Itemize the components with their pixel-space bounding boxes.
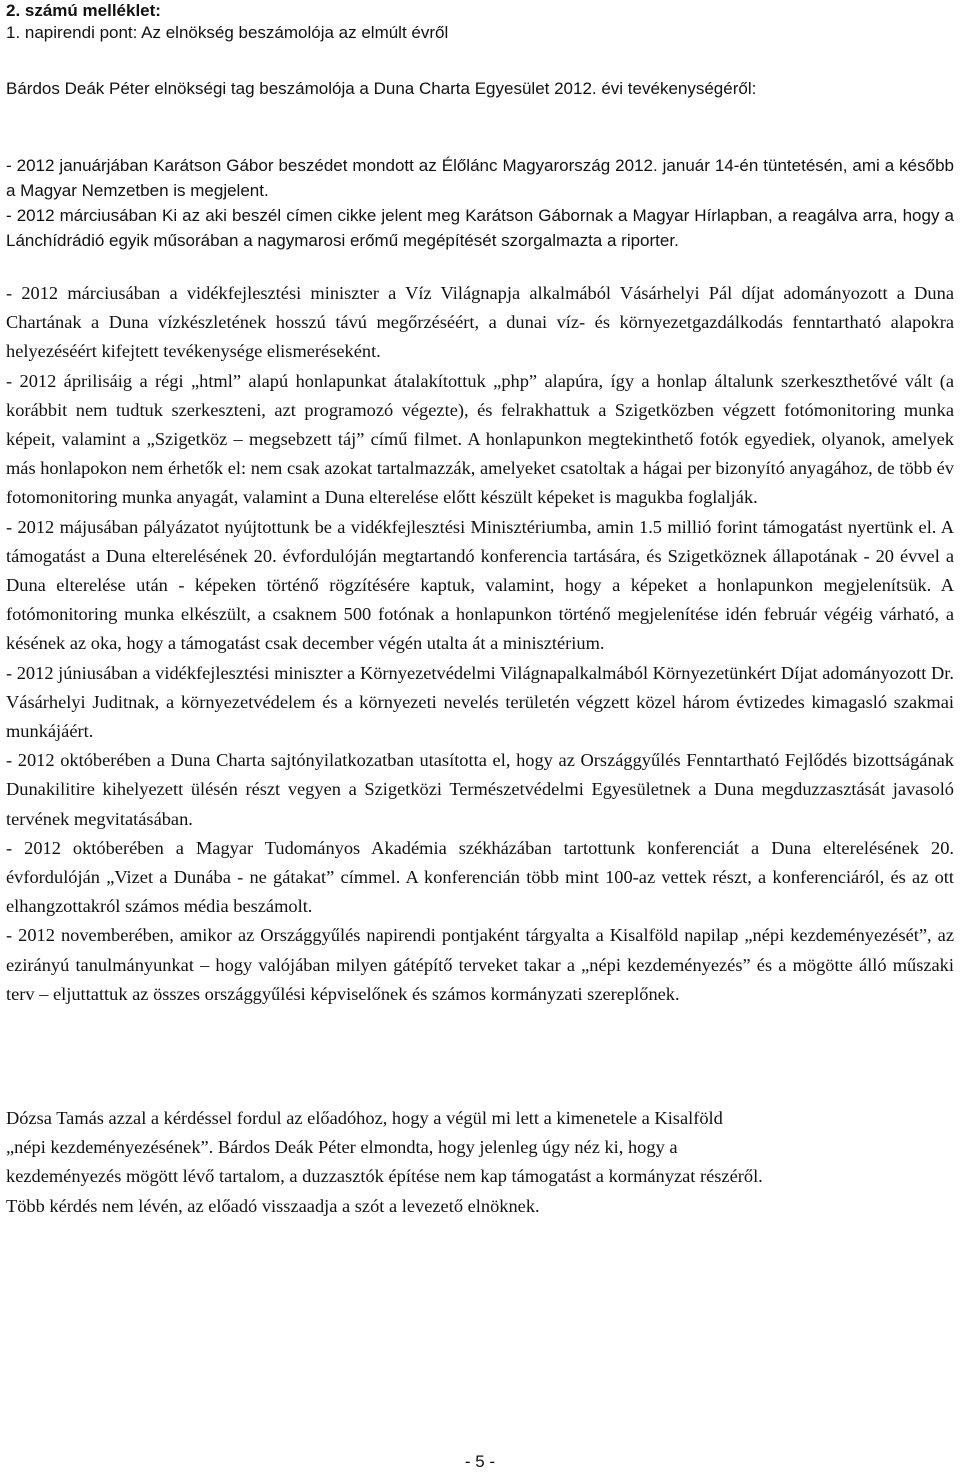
sans-items	[6, 153, 954, 253]
report-item: - 2012 áprilisáig a régi „html” alapú honlapunkat átalakítottuk „php” alapúra, így a honlap általunk szerkeszthetővé vált (a korábbit nem tudtuk szerkeszteni, azt programozó végezte), és felrakhattuk a Szigetközben végzett fotómonitoring munka képeit, valamint a „Szigetköz – megsebzett táj” című filmet. A honlapunkon megtekinthető fotók egyediek, olyanok, amelyek más honlapokon nem érhetők el: nem csak azokat tartalmazzák, amelyeket csatoltak a hágai per bizonyító anyagához, de több év fotomonitoring munka anyagát, valamint a Duna elterelése előtt készült képeket is magukba foglalják.	[6, 370, 954, 508]
closing-line: Dózsa Tamás azzal a kérdéssel fordul az előadóhoz, hogy a végül mi lett a kimenetele a Kisalföld	[6, 1108, 723, 1128]
report-item: - 2012 márciusában Ki az aki beszél címen cikke jelent meg Karátson Gábornak a Magyar Hírlapban, a reagálva arra, hogy a Lánchídrádió egyik műsorában a nagymarosi erőmű megépítését szorgalmazta a riporter.	[6, 206, 954, 250]
closing-paragraph	[6, 1104, 954, 1221]
appendix-title: 2. számú melléklet:	[6, 1, 161, 20]
report-item: - 2012 júniusában a vidékfejlesztési miniszter a Környezetvédelmi Világnapalkalmából Környezetünkért Díjat adományozott Dr. Vásárhelyi Juditnak, a környezetvédelem és a környezeti nevelés területén végzett közel három évtizedes kimagasló szakmai munkájáért.	[6, 662, 954, 742]
report-intro: Bárdos Deák Péter elnökségi tag beszámolója a Duna Charta Egyesület 2012. évi tevékenységéről:	[6, 79, 757, 98]
report-item: - 2012 novemberében, amikor az Országgyűlés napirendi pontjaként tárgyalta a Kisalföld napilap „népi kezdeményezését”, az ezirányú tanulmányunkat – hogy valójában milyen gátépítő terveket takar a „népi kezdeményezés” és a mögötte álló műszaki terv – eljuttattuk az összes országgyűlési képviselőnek és számos kormányzati szereplőnek.	[6, 925, 954, 1004]
closing-line: „népi kezdeményezésének”. Bárdos Deák Péter elmondta, hogy jelenleg úgy néz ki, hogy a	[6, 1137, 678, 1158]
serif-items	[6, 279, 954, 1009]
report-item: - 2012 januárjában Karátson Gábor beszédet mondott az Élőlánc Magyarország 2012. január 14-én tüntetésén, ami a később a Magyar Nemzetben is megjelent.	[6, 156, 954, 200]
report-item: - 2012 májusában pályázatot nyújtottunk be a vidékfejlesztési Minisztériumba, amin 1.5 millió forint támogatást nyertünk el. A támogatást a Duna elterelésének 20. évfordulóján megtartandó konferencia tartására, és Szigetköznek állapotának - 20 évvel a Duna elterelése után - képeken történő rögzítésére kaptuk, valamint, hogy a képeket a honlapunkon megjelenítsük. A fotómonitoring munka elkészült, a csaknem 500 fotónak a honlapunkon történő megjelenítése idén február végéig várható, a késének az oka, hogy a támogatást csak december végén utalta át a minisztérium.	[6, 516, 954, 654]
report-item: - 2012 októberében a Magyar Tudományos Akadémia székházában tartottunk konferenciát a Duna elterelésének 20. évfordulóján „Vizet a Dunába - ne gátakat” címmel. A konferencián több mint 100-az vettek részt, a konferenciáról, és az ott elhangzottakról számos média beszámolt.	[6, 837, 954, 917]
report-item: - 2012 márciusában a vidékfejlesztési miniszter a Víz Világnapja alkalmából Vásárhelyi Pál díjat adományozott a Duna Chartának a Duna vízkészletének hosszú távú megőrzéséért, a dunai víz- és környezetgazdálkodás fenntartható alapokra helyezéséért kifejtett tevékenysége elismeréseként.	[6, 283, 954, 362]
agenda-item: 1. napirendi pont: Az elnökség beszámolója az elmúlt évről	[6, 23, 449, 42]
report-item: - 2012 októberében a Duna Charta sajtónyilatkozatban utasította el, hogy az Országgyűlés Fenntartható Fejlődés bizottságának Dunakilitire kihelyezett ülésén részt vegyen a Szigetközi Természetvédelmi Egyesületnek a Duna megduzzasztását javasoló tervének megvitatásában.	[6, 750, 954, 829]
heading-block	[6, 0, 448, 44]
closing-line: kezdeményezés mögött lévő tartalom, a duzzasztók építése nem kap támogatást a kormányzat részéről.	[6, 1166, 763, 1187]
page-number: - 5 -	[464, 1452, 496, 1471]
closing-line: Több kérdés nem lévén, az előadó visszaadja a szót a levezető elnöknek.	[6, 1195, 540, 1216]
